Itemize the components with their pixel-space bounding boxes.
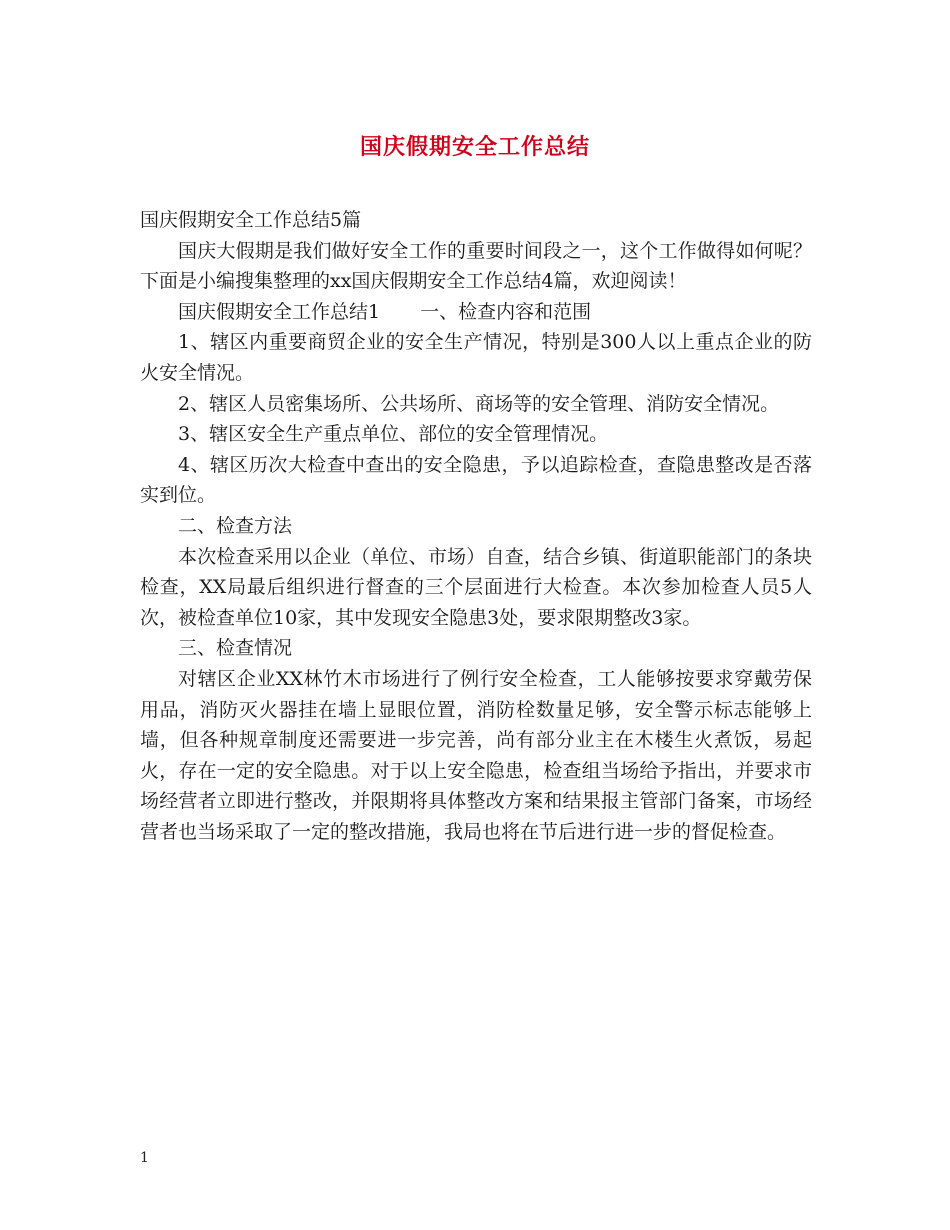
paragraph-method: 本次检查采用以企业（单位、市场）自查，结合乡镇、街道职能部门的条块检查，XX局最后组织进行督查的三个层面进行大检查。本次参加检查人员5人次，被检查单位10家，其中发现安全隐患3处，要求限期整改3家。 [140, 545, 812, 629]
paragraph-heading-situation: 三、检查情况 [178, 637, 293, 660]
paragraph-item-4: 4、辖区历次大检查中查出的安全隐患，予以追踪检查，查隐患整改是否落实到位。 [140, 453, 812, 507]
paragraph-item-3: 3、辖区安全生产重点单位、部位的安全管理情况。 [178, 423, 609, 446]
paragraph-item-2: 2、辖区人员密集场所、公共场所、商场等的安全管理、消防安全情况。 [178, 392, 780, 415]
paragraph-section-heading [140, 297, 812, 328]
subsection-title: 一、检查内容和范围 [420, 300, 592, 323]
document-title: 国庆假期安全工作总结 [359, 134, 590, 160]
paragraph-subtitle: 国庆假期安全工作总结5篇 [140, 209, 362, 231]
paragraph-situation: 对辖区企业XX林竹木市场进行了例行安全检查，工人能够按要求穿戴劳保用品，消防灭火器挂在墙上显眼位置，消防栓数量足够，安全警示标志能够上墙，但各种规章制度还需要进一步完善，尚有部分业主在木楼生火煮饭，易起火，存在一定的安全隐患。对于以上安全隐患，检查组当场给予指出，并要求市场经营者立即进行整改，并限期将具体整改方案和结果报主管部门备案，市场经营者也当场采取了一定的整改措施，我局也将在节后进行进一步的督促检查。 [140, 667, 812, 843]
document-body [140, 205, 812, 847]
paragraph-intro: 国庆大假期是我们做好安全工作的重要时间段之一，这个工作做得如何呢？下面是小编搜集整理的xx国庆假期安全工作总结4篇，欢迎阅读！ [140, 239, 812, 293]
paragraph-heading-method: 二、检查方法 [178, 514, 293, 537]
paragraph-item-1: 1、辖区内重要商贸企业的安全生产情况，特别是300人以上重点企业的防火安全情况。 [140, 331, 812, 384]
section-title: 国庆假期安全工作总结1 [178, 300, 381, 323]
page-number: 1 [140, 1150, 149, 1166]
